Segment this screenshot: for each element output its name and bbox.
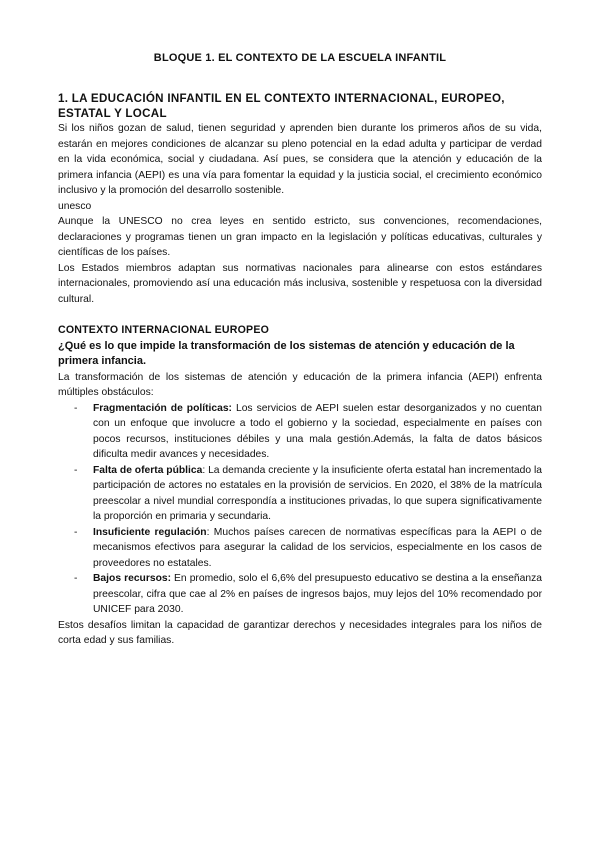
list-item-text: : Muchos países carecen de normativas específicas para la AEPI o de mecanismos efectivos para asegurar la calidad de los servicios, especialmente en los casos de proveedores no estatales.: [93, 526, 542, 569]
list-item-term: Insuficiente regulación: [93, 526, 207, 538]
section2-heading: CONTEXTO INTERNACIONAL EUROPEO: [58, 324, 270, 336]
obstacles-list: [58, 401, 542, 618]
list-bullet: -: [74, 526, 78, 538]
list-item-term: Fragmentación de políticas:: [93, 402, 232, 414]
list-bullet: -: [74, 402, 78, 414]
list-item: [74, 571, 542, 618]
section2-question: ¿Qué es lo que impide la transformación de los sistemas de atención y educación de la primera infancia.: [58, 339, 515, 367]
list-item-term: Falta de oferta pública: [93, 464, 203, 476]
section1-paragraph-2: Aunque la UNESCO no crea leyes en sentido estricto, sus convenciones, recomendaciones, declaraciones y programas tienen un gran impacto en la legislación y políticas educativas, culturales y científicas de los países.: [58, 216, 542, 258]
document-title: BLOQUE 1. EL CONTEXTO DE LA ESCUELA INFANTIL: [153, 52, 447, 64]
section1-heading: 1. LA EDUCACIÓN INFANTIL EN EL CONTEXTO INTERNACIONAL, EUROPEO, ESTATAL Y LOCAL: [58, 92, 505, 120]
list-item-text: : La demanda creciente y la insuficiente oferta estatal han incrementado la participación de actores no estatales en la provisión de servicios. En 2020, el 38% de la matrícula preescolar a nivel mundial correspondía a instituciones privadas, lo que supera significativamente la proporción en primaria y secundaria.: [93, 464, 542, 522]
section1-paragraph-3: Los Estados miembros adaptan sus normativas nacionales para alinearse con estos estándares internacionales, promoviendo así una educación más inclusiva, sostenible y respetuosa con la diversidad cultural.: [58, 262, 542, 305]
list-item-text: En promedio, solo el 6,6% del presupuesto educativo se destina a la enseñanza preescolar, cifra que cae al 2% en países de ingresos bajos, muy lejos del 10% recomendado por UNICEF para 2030.: [93, 573, 542, 615]
section2-closing: Estos desafíos limitan la capacidad de garantizar derechos y necesidades integrales para los niños de corta edad y sus familias.: [58, 619, 542, 646]
section2-intro: La transformación de los sistemas de atención y educación de la primera infancia (AEPI) enfrenta múltiples obstáculos:: [58, 371, 542, 398]
list-item: [74, 401, 543, 463]
list-item-term: Bajos recursos:: [93, 573, 172, 584]
list-item: [74, 463, 542, 525]
section1-label-unesco: unesco: [58, 200, 92, 212]
document-page: [58, 52, 542, 649]
list-item-text: Los servicios de AEPI suelen estar desorganizados y no cuentan con un enfoque que involucre a todo el gobierno y la sociedad, especialmente en países con pocos recursos, instituciones débiles y una mala gestión.Además, la falta de datos básicos dificulta medir avances y necesidades.: [93, 402, 543, 460]
list-bullet: -: [74, 464, 78, 476]
list-bullet: -: [74, 573, 78, 584]
section1-paragraph-1: Si los niños gozan de salud, tienen seguridad y aprenden bien durante los primeros años de su vida, estarán en mejores condiciones de alcanzar su pleno potencial en la edad adulta y participar de verdad en la vida económica, social y ciudadana. Así pues, se considera que la atención y educación de la primera infancia (AEPI) es una vía para fomentar la equidad y la justicia social, el crecimiento económico inclusivo y la promoción del desarrollo sostenible.: [58, 123, 542, 196]
list-item: [74, 525, 542, 572]
